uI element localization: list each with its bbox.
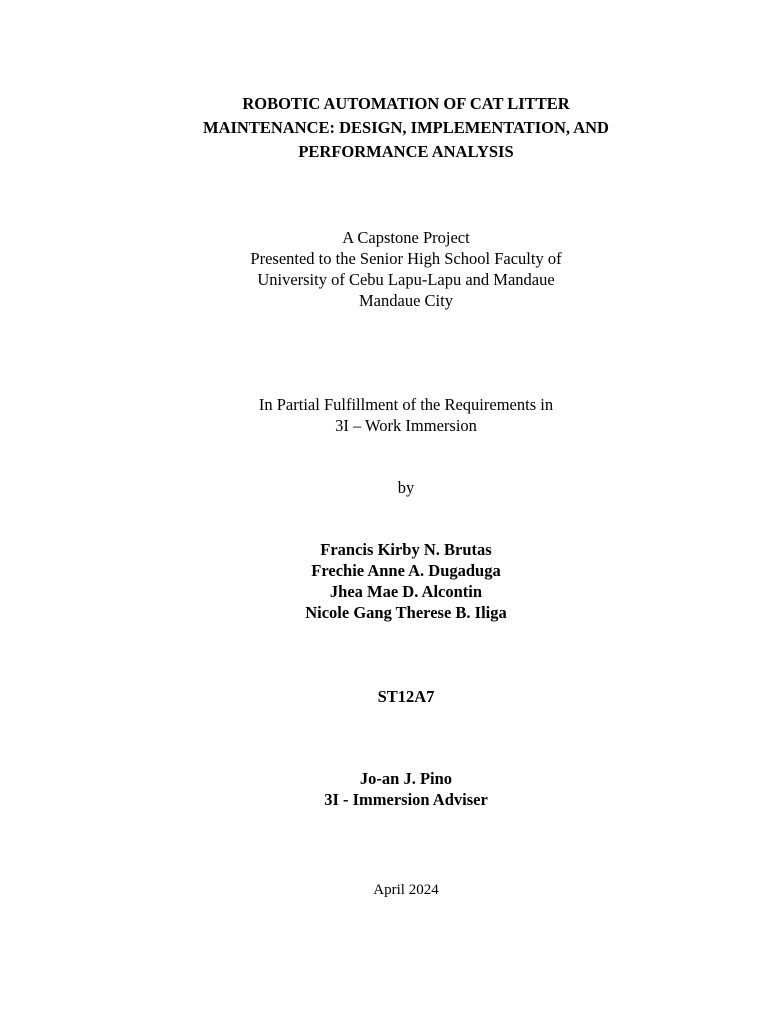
author-list xyxy=(176,539,636,623)
by-label: by xyxy=(397,478,415,497)
title-line-3: PERFORMANCE ANALYSIS xyxy=(298,142,514,161)
submission-date: April 2024 xyxy=(373,882,439,898)
adviser-role: 3I - Immersion Adviser xyxy=(324,790,488,809)
fulfillment-line-1: In Partial Fulfillment of the Requirements in xyxy=(258,395,554,414)
presentation-line-4: Mandaue City xyxy=(359,291,453,310)
presentation-line-1: A Capstone Project xyxy=(342,228,470,247)
presentation-line-3: University of Cebu Lapu-Lapu and Mandaue xyxy=(257,270,555,289)
section-code: ST12A7 xyxy=(377,687,435,706)
fulfillment-line-2: 3I – Work Immersion xyxy=(335,416,477,435)
presentation-line-2: Presented to the Senior High School Faculty of xyxy=(250,249,562,268)
author-name: Jhea Mae D. Alcontin xyxy=(329,582,483,601)
title-line-1: ROBOTIC AUTOMATION OF CAT LITTER xyxy=(242,94,570,113)
document-title xyxy=(176,92,636,164)
presentation-statement xyxy=(176,227,636,311)
author-name: Frechie Anne A. Dugaduga xyxy=(311,561,501,580)
author-name: Francis Kirby N. Brutas xyxy=(320,540,492,559)
author-name: Nicole Gang Therese B. Iliga xyxy=(305,603,507,622)
fulfillment-statement xyxy=(176,394,636,436)
adviser-name: Jo-an J. Pino xyxy=(359,769,453,788)
adviser-block xyxy=(176,768,636,810)
title-line-2: MAINTENANCE: DESIGN, IMPLEMENTATION, AND xyxy=(203,118,609,137)
